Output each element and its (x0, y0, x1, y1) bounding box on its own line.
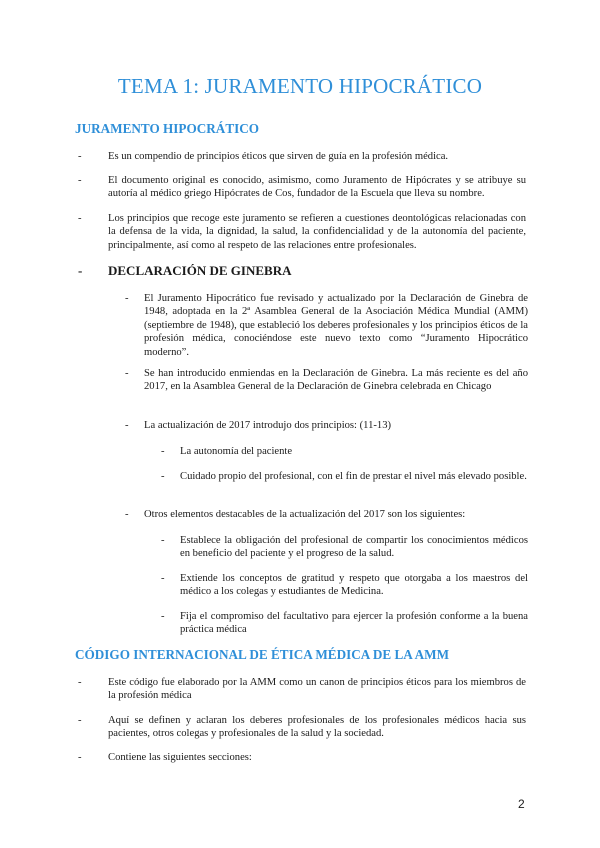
list-item-text: Este código fue elaborado por la AMM como un canon de principios éticos para los miembros de la profesión médica (108, 677, 526, 702)
list-dash: - (78, 175, 82, 186)
list-dash: - (125, 420, 129, 431)
subsection-heading-ginebra (78, 263, 526, 279)
list-dash: - (125, 509, 129, 520)
list-item (161, 470, 528, 483)
list-item-text: Fija el compromiso del facultativo para ejercer la profesión conforme a la buena práctica médica (180, 611, 528, 636)
section-heading-codigo: CÓDIGO INTERNACIONAL DE ÉTICA MÉDICA DE LA AMM (75, 647, 450, 662)
list-dash: - (78, 752, 82, 763)
list-dash: - (161, 535, 165, 546)
list-dash: - (78, 151, 82, 162)
list-dash: - (125, 368, 129, 379)
list-item (78, 751, 526, 764)
list-item (78, 174, 526, 201)
list-item (125, 508, 528, 521)
list-dash: - (125, 293, 129, 304)
list-item-text: La actualización de 2017 introdujo dos principios: (11-13) (144, 420, 392, 431)
list-item (78, 150, 526, 163)
list-item (125, 419, 528, 432)
list-item (125, 292, 528, 359)
list-dash: - (161, 573, 165, 584)
list-item-text: El documento original es conocido, asimismo, como Juramento de Hipócrates y se atribuye su autoría al médico griego Hipócrates de Cos, fundador de la Escuela que lleva su nombre. (108, 175, 526, 200)
list-item-text: Establece la obligación del profesional de compartir los conocimientos médicos en beneficio del paciente y el progreso de la salud. (180, 535, 528, 560)
list-item-text: Extiende los conceptos de gratitud y respeto que otorgaba a los maestros del médico a los colegas y estudiantes de Medicina. (180, 573, 528, 598)
list-item (78, 676, 526, 703)
list-item-text: Es un compendio de principios éticos que sirven de guía en la profesión médica. (108, 151, 449, 162)
list-dash: - (78, 263, 83, 278)
list-dash: - (78, 213, 82, 224)
list-dash: - (161, 611, 165, 622)
list-item (78, 714, 526, 741)
list-dash: - (161, 446, 165, 457)
list-item-text: Contiene las siguientes secciones: (108, 752, 252, 763)
list-item-text: Otros elementos destacables de la actualización del 2017 son los siguientes: (144, 509, 466, 520)
list-item (161, 572, 528, 599)
section-heading-juramento: JURAMENTO HIPOCRÁTICO (75, 121, 260, 136)
list-item (161, 534, 528, 561)
list-item-text: Cuidado propio del profesional, con el fin de prestar el nivel más elevado posible. (180, 471, 527, 482)
page-number: 2 (518, 797, 525, 811)
list-item (125, 367, 528, 394)
list-dash: - (161, 471, 165, 482)
list-item (161, 610, 528, 637)
list-item-text: Aquí se definen y aclaran los deberes profesionales de los profesionales médicos hacia sus pacientes, otros colegas y profesionales de la salud y la sociedad. (108, 715, 526, 740)
page-title: TEMA 1: JURAMENTO HIPOCRÁTICO (117, 74, 483, 98)
list-item-text: Los principios que recoge este juramento se refieren a cuestiones deontológicas relacionadas con la defensa de la vida, la dignidad, la salud, la confidencialidad y de la autonomía del paciente, principalmente, así como al respeto de las relaciones entre profesionales. (108, 213, 526, 251)
list-dash: - (78, 715, 82, 726)
list-item-text: La autonomía del paciente (180, 446, 293, 457)
list-dash: - (78, 677, 82, 688)
list-item-text: Se han introducido enmiendas en la Declaración de Ginebra. La más reciente es del año 2017, en la Asamblea General de la Declaración de Ginebra celebrada en Chicago (144, 368, 528, 393)
list-item (78, 212, 526, 252)
subsection-heading-text: DECLARACIÓN DE GINEBRA (108, 263, 292, 278)
list-item-text: El Juramento Hipocrático fue revisado y actualizado por la Declaración de Ginebra de 1948, adoptada en la 2ª Asamblea General de la Asociación Médica Mundial (AMM) (septiembre de 1948), que estableció los deberes profesionales y los principios éticos de la profesión médica, conociéndose este nuevo texto como “Juramento Hipocrático moderno”. (144, 293, 528, 358)
list-item (161, 445, 528, 458)
